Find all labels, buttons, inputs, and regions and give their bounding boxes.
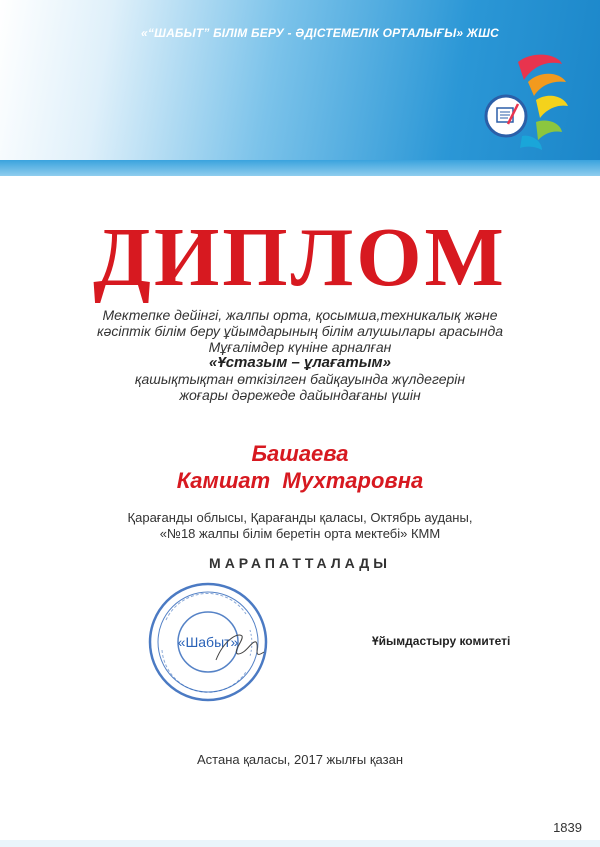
organization-name: «“ШАБЫТ” БІЛІМ БЕРУ - ӘДІСТЕМЕЛІК ОРТАЛЫҒЫ» ЖШС [141, 26, 499, 40]
description-line-3: Мұғалімдер күніне арналған [208, 339, 392, 355]
school-name: «№18 жалпы білім беретін орта мектебі» КММ [159, 526, 441, 541]
recipient-surname: Башаева [251, 441, 349, 466]
description-line-2: кәсіптік білім беру ұйымдарының білім алушылары арасында [96, 323, 504, 339]
school-info [60, 510, 540, 542]
official-stamp [146, 580, 270, 704]
award-description [40, 307, 560, 403]
place-and-date: Астана қаласы, 2017 жылғы қазан [196, 752, 404, 767]
school-location: Қарағанды облысы, Қарағанды қаласы, Октябрь ауданы, [127, 510, 473, 525]
header-divider [0, 160, 600, 176]
contest-name: «Ұстазым – ұлағатым» [209, 354, 391, 371]
description-line-4: қашықтықтан өткізілген байқауында жүлдегерін [134, 371, 466, 387]
stamp-center-text: «Шабыт» [177, 634, 239, 650]
bottom-strip [0, 840, 600, 847]
awarded-label: МАРАПАТТАЛАДЫ [209, 555, 391, 571]
description-line-5: жоғары дәрежеде дайындағаны үшін [179, 387, 421, 403]
document-number: 1839 [553, 820, 582, 835]
diploma-title: ДИПЛОМ [93, 211, 507, 304]
shabyt-logo-icon [478, 52, 570, 152]
description-line-1: Мектепке дейінгі, жалпы орта, қосымша,техникалық және [102, 307, 498, 323]
organizing-committee: Ұйымдастыру комитеті [372, 634, 511, 648]
recipient-name [0, 440, 600, 494]
recipient-given-names: Камшат Мухтаровна [176, 468, 424, 493]
